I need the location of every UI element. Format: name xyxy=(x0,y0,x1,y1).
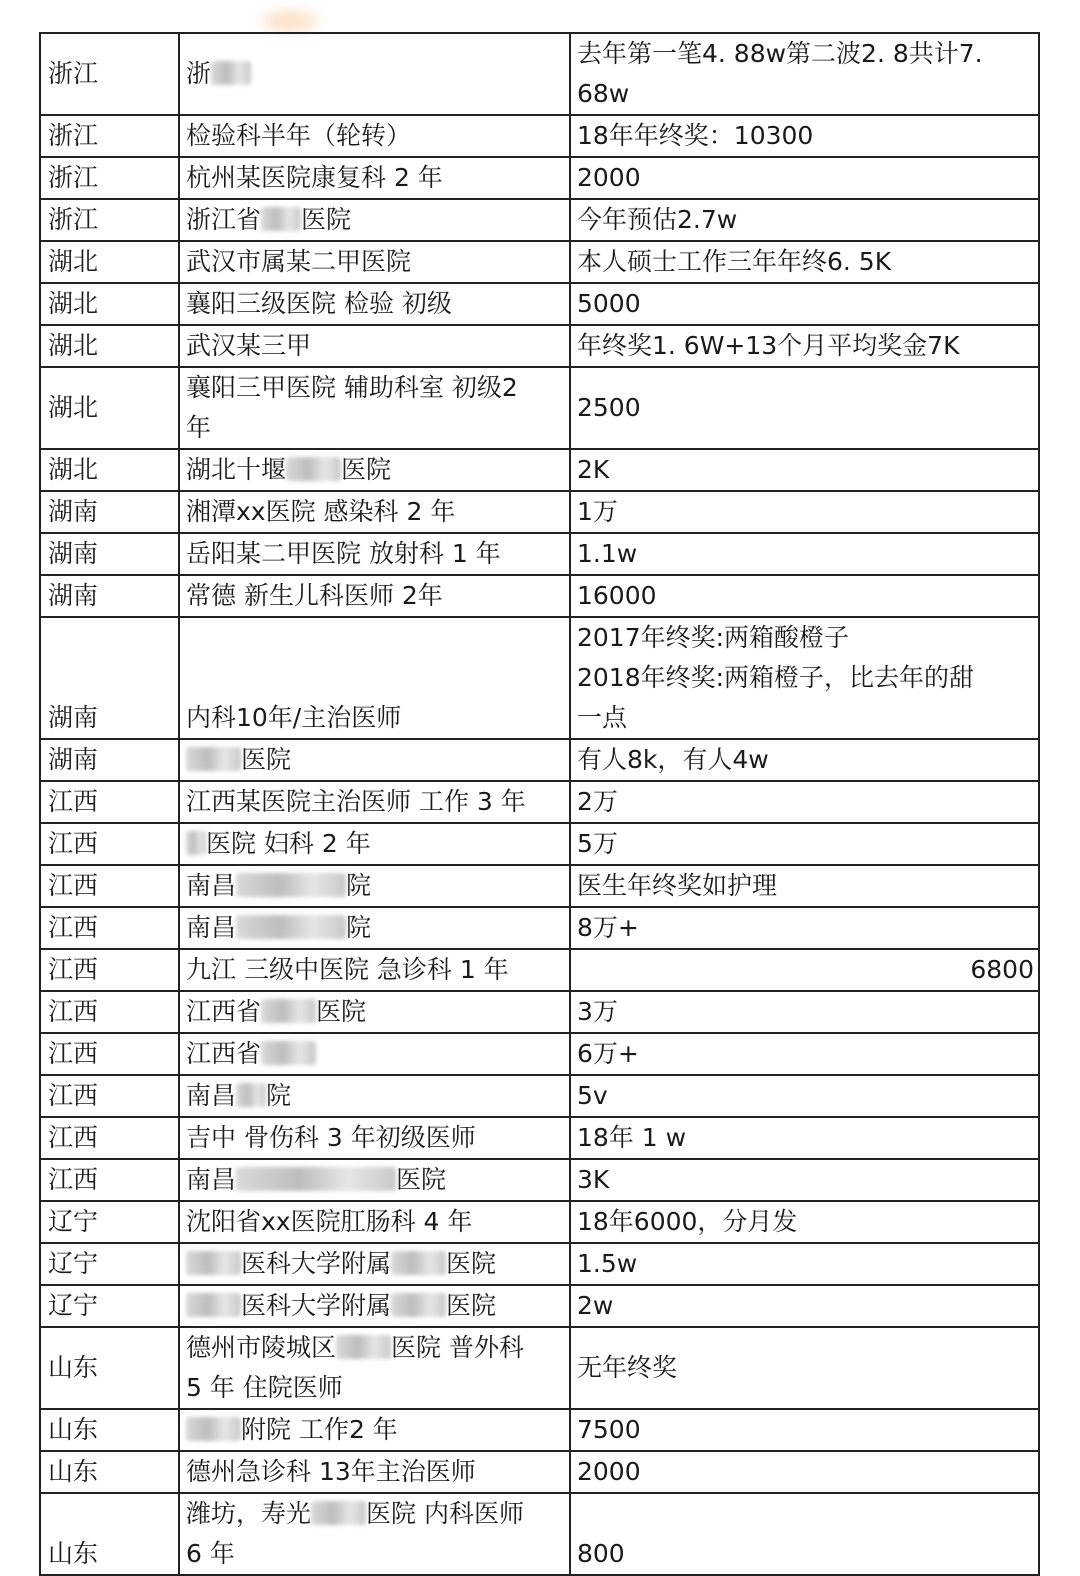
bonus-cell: 2500 xyxy=(570,367,1039,449)
table-row xyxy=(40,449,1039,491)
table-row xyxy=(40,1201,1039,1243)
bonus-cell: 有人8k，有人4w xyxy=(570,739,1039,781)
province-cell: 湖北 xyxy=(40,449,179,491)
bonus-cell: 今年预估2.7w xyxy=(570,199,1039,241)
bonus-cell: 年终奖1. 6W+13个月平均奖金7K xyxy=(570,325,1039,367)
bonus-cell: 无年终奖 xyxy=(570,1327,1039,1409)
province-cell: 浙江 xyxy=(40,157,179,199)
photo-smudge xyxy=(262,10,317,32)
bonus-cell: 医生年终奖如护理 xyxy=(570,865,1039,907)
table-row xyxy=(40,1409,1039,1451)
province-cell: 江西 xyxy=(40,949,179,991)
hospital-cell: 潍坊，寿光 医院 内科医师 6 年 xyxy=(179,1493,570,1575)
province-cell: 江西 xyxy=(40,907,179,949)
bonus-cell: 7500 xyxy=(570,1409,1039,1451)
bonus-cell: 2000 xyxy=(570,157,1039,199)
hospital-cell: 常德 新生儿科医师 2年 xyxy=(179,575,570,617)
hospital-cell: 沈阳省xx医院肛肠科 4 年 xyxy=(179,1201,570,1243)
bonus-cell: 18年 1 w xyxy=(570,1117,1039,1159)
table-row xyxy=(40,283,1039,325)
table-row xyxy=(40,739,1039,781)
hospital-cell: 襄阳三级医院 检验 初级 xyxy=(179,283,570,325)
province-cell: 湖南 xyxy=(40,533,179,575)
bonus-cell: 2000 xyxy=(570,1451,1039,1493)
year-end-bonus-table xyxy=(39,32,1040,1576)
province-cell: 湖北 xyxy=(40,241,179,283)
bonus-cell: 18年6000，分月发 xyxy=(570,1201,1039,1243)
redaction-blur xyxy=(186,1417,241,1441)
province-cell: 江西 xyxy=(40,1117,179,1159)
table-row xyxy=(40,1033,1039,1075)
bonus-cell: 3K xyxy=(570,1159,1039,1201)
redaction-blur xyxy=(186,831,206,855)
bonus-cell: 1万 xyxy=(570,491,1039,533)
hospital-cell: 德州市陵城区 医院 普外科 5 年 住院医师 xyxy=(179,1327,570,1409)
bonus-cell: 16000 xyxy=(570,575,1039,617)
redaction-blur xyxy=(261,999,316,1023)
hospital-cell: 浙江省 医院 xyxy=(179,199,570,241)
hospital-cell: 南昌 医院 xyxy=(179,1159,570,1201)
table-row xyxy=(40,907,1039,949)
redaction-blur xyxy=(391,1293,446,1317)
hospital-cell: 江西省 医院 xyxy=(179,991,570,1033)
province-cell: 江西 xyxy=(40,865,179,907)
table-row xyxy=(40,1159,1039,1201)
bonus-cell: 2w xyxy=(570,1285,1039,1327)
hospital-cell: 襄阳三甲医院 辅助科室 初级2 年 xyxy=(179,367,570,449)
table-row xyxy=(40,1493,1039,1575)
redaction-blur xyxy=(236,1083,266,1107)
bonus-cell: 6万+ xyxy=(570,1033,1039,1075)
bonus-cell: 5000 xyxy=(570,283,1039,325)
redaction-blur xyxy=(311,1501,366,1525)
bonus-cell: 2万 xyxy=(570,781,1039,823)
hospital-cell: 南昌 院 xyxy=(179,907,570,949)
hospital-cell: 杭州某医院康复科 2 年 xyxy=(179,157,570,199)
province-cell: 湖南 xyxy=(40,491,179,533)
hospital-cell: 医科大学附属 医院 xyxy=(179,1285,570,1327)
hospital-cell: 武汉某三甲 xyxy=(179,325,570,367)
table-row xyxy=(40,1243,1039,1285)
hospital-cell: 检验科半年（轮转） xyxy=(179,115,570,157)
hospital-cell: 岳阳某二甲医院 放射科 1 年 xyxy=(179,533,570,575)
table-row xyxy=(40,367,1039,449)
table-row xyxy=(40,157,1039,199)
redaction-blur xyxy=(336,1335,391,1359)
redaction-blur xyxy=(186,1251,241,1275)
hospital-cell: 吉中 骨伤科 3 年初级医师 xyxy=(179,1117,570,1159)
hospital-cell: 江西省 xyxy=(179,1033,570,1075)
table-row xyxy=(40,33,1039,115)
table-row xyxy=(40,241,1039,283)
table-row xyxy=(40,781,1039,823)
table-row xyxy=(40,491,1039,533)
table-row xyxy=(40,115,1039,157)
redaction-blur xyxy=(186,747,241,771)
hospital-cell: 南昌 院 xyxy=(179,865,570,907)
province-cell: 湖北 xyxy=(40,325,179,367)
bonus-cell: 800 xyxy=(570,1493,1039,1575)
redaction-blur xyxy=(261,207,301,231)
table-row xyxy=(40,617,1039,739)
hospital-cell: 医院 xyxy=(179,739,570,781)
table-row xyxy=(40,949,1039,991)
hospital-cell: 湘潭xx医院 感染科 2 年 xyxy=(179,491,570,533)
redaction-blur xyxy=(261,1041,316,1065)
table-row xyxy=(40,533,1039,575)
hospital-cell: 医科大学附属 医院 xyxy=(179,1243,570,1285)
hospital-cell: 武汉市属某二甲医院 xyxy=(179,241,570,283)
province-cell: 浙江 xyxy=(40,199,179,241)
table-row xyxy=(40,1117,1039,1159)
table-row xyxy=(40,325,1039,367)
province-cell: 湖北 xyxy=(40,367,179,449)
table-row xyxy=(40,823,1039,865)
province-cell: 浙江 xyxy=(40,33,179,115)
redaction-blur xyxy=(236,873,346,897)
province-cell: 湖南 xyxy=(40,617,179,739)
province-cell: 辽宁 xyxy=(40,1243,179,1285)
hospital-cell: 附院 工作2 年 xyxy=(179,1409,570,1451)
hospital-cell: 江西某医院主治医师 工作 3 年 xyxy=(179,781,570,823)
hospital-cell: 浙 xyxy=(179,33,570,115)
province-cell: 湖南 xyxy=(40,575,179,617)
province-cell: 江西 xyxy=(40,1075,179,1117)
hospital-cell: 内科10年/主治医师 xyxy=(179,617,570,739)
redaction-blur xyxy=(211,61,251,85)
province-cell: 浙江 xyxy=(40,115,179,157)
hospital-cell: 九江 三级中医院 急诊科 1 年 xyxy=(179,949,570,991)
redaction-blur xyxy=(236,1167,396,1191)
bonus-cell: 2017年终奖:两箱酸橙子 2018年终奖:两箱橙子，比去年的甜 一点 xyxy=(570,617,1039,739)
redaction-blur xyxy=(186,1293,241,1317)
table-row xyxy=(40,991,1039,1033)
bonus-cell: 本人硕士工作三年年终6. 5K xyxy=(570,241,1039,283)
bonus-cell: 3万 xyxy=(570,991,1039,1033)
table-row xyxy=(40,199,1039,241)
province-cell: 山东 xyxy=(40,1451,179,1493)
province-cell: 湖北 xyxy=(40,283,179,325)
bonus-cell: 2K xyxy=(570,449,1039,491)
bonus-cell: 18年年终奖：10300 xyxy=(570,115,1039,157)
bonus-cell: 1.5w xyxy=(570,1243,1039,1285)
province-cell: 江西 xyxy=(40,781,179,823)
province-cell: 江西 xyxy=(40,991,179,1033)
province-cell: 山东 xyxy=(40,1493,179,1575)
province-cell: 山东 xyxy=(40,1409,179,1451)
hospital-cell: 医院 妇科 2 年 xyxy=(179,823,570,865)
table-row xyxy=(40,865,1039,907)
redaction-blur xyxy=(391,1251,446,1275)
province-cell: 辽宁 xyxy=(40,1285,179,1327)
bonus-cell: 6800 xyxy=(570,949,1039,991)
bonus-table-container xyxy=(39,32,1038,1576)
bonus-cell: 1.1w xyxy=(570,533,1039,575)
province-cell: 江西 xyxy=(40,823,179,865)
province-cell: 江西 xyxy=(40,1033,179,1075)
province-cell: 辽宁 xyxy=(40,1201,179,1243)
hospital-cell: 南昌 院 xyxy=(179,1075,570,1117)
redaction-blur xyxy=(236,915,346,939)
bonus-cell: 去年第一笔4. 88w第二波2. 8共计7. 68w xyxy=(570,33,1039,115)
table-row xyxy=(40,1075,1039,1117)
province-cell: 湖南 xyxy=(40,739,179,781)
table-row xyxy=(40,575,1039,617)
bonus-cell: 8万+ xyxy=(570,907,1039,949)
table-row xyxy=(40,1285,1039,1327)
table-row xyxy=(40,1327,1039,1409)
bonus-cell: 5万 xyxy=(570,823,1039,865)
province-cell: 江西 xyxy=(40,1159,179,1201)
bonus-cell: 5v xyxy=(570,1075,1039,1117)
table-row xyxy=(40,1451,1039,1493)
province-cell: 山东 xyxy=(40,1327,179,1409)
redaction-blur xyxy=(286,457,341,481)
hospital-cell: 湖北十堰 医院 xyxy=(179,449,570,491)
hospital-cell: 德州急诊科 13年主治医师 xyxy=(179,1451,570,1493)
